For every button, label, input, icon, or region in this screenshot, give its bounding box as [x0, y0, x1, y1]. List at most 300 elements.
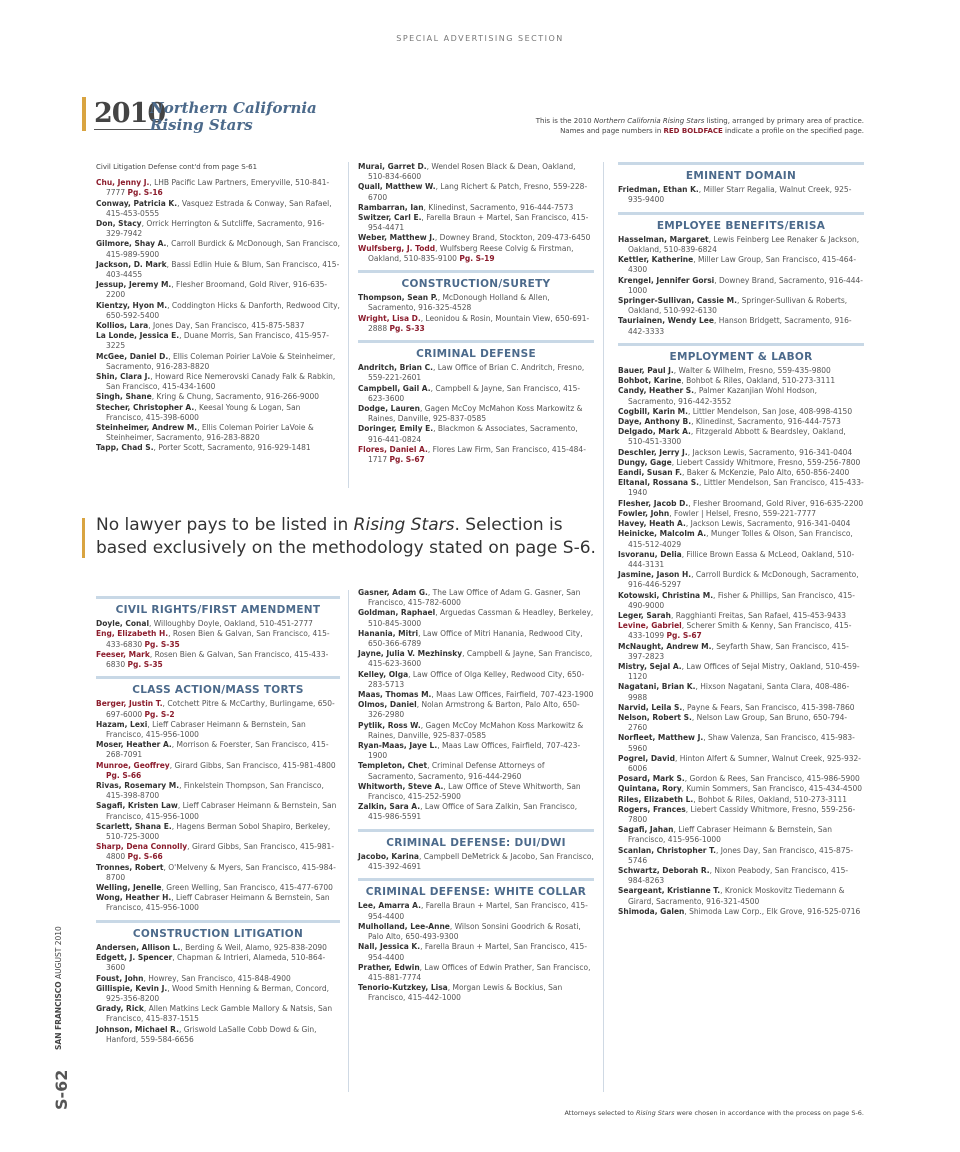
magazine-name: SAN FRANCISCO: [54, 981, 63, 1050]
lawyer-entry: [96, 720, 340, 740]
lawyer-entry: [618, 235, 864, 255]
lawyer-entry: [618, 448, 864, 458]
lawyer-details: , Liebert Cassidy Whitmore, Fresno, 559-256-7800: [671, 457, 861, 467]
lawyer-entry: [96, 443, 340, 453]
lawyer-entry: [618, 846, 864, 866]
profile-page-ref: Pg. S-16: [127, 188, 163, 198]
lawyer-name: Shimoda, Galen: [618, 906, 685, 916]
lawyer-name: Kotowski, Christina M.: [618, 590, 714, 600]
lawyer-details: , Hinton Alfert & Sumner, Walnut Creek, 925-932-6006: [628, 753, 861, 773]
footnote-post: were chosen in accordance with the process on page S-6.: [674, 1109, 864, 1117]
lawyer-details: , Jackson Lewis, Sacramento, 916-341-0404: [685, 519, 851, 529]
lawyer-name: Singh, Shane: [96, 392, 152, 402]
lawyer-entry: [358, 761, 594, 781]
practice-area-heading: EMPLOYEE BENEFITS/ERISA: [618, 212, 864, 231]
lawyer-entry: [618, 550, 864, 570]
lawyer-details: , Liebert Cassidy Whitmore, Fresno, 559-256-7800: [628, 804, 856, 824]
lawyer-entry: [618, 366, 864, 376]
lawyer-name: Candy, Heather S.: [618, 386, 695, 396]
quote-accent-bar: [82, 518, 85, 558]
lawyer-details: , Allen Matkins Leck Gamble Mallory & Natsis, San Francisco, 415-837-1515: [106, 1004, 335, 1024]
lawyer-name: Zalkin, Sara A.: [358, 802, 421, 812]
lawyer-name: Levine, Gabriel: [618, 621, 682, 631]
profile-page-ref: Pg. S-35: [144, 639, 180, 649]
lawyer-entry: [358, 700, 594, 720]
lawyer-name: Eandi, Susan F.: [618, 468, 683, 478]
lawyer-details: , Fowler | Helsel, Fresno, 559-221-7777: [669, 508, 817, 518]
lawyer-name: Sharp, Dena Connolly: [96, 842, 188, 852]
lawyer-entry: [618, 529, 864, 549]
lawyer-details: , Keesal Young & Logan, San Francisco, 415-398-6000: [106, 402, 303, 422]
lawyer-entry: [96, 392, 340, 402]
lawyer-entry: [618, 825, 864, 845]
lawyer-details: , Hagens Berman Sobol Shapiro, Berkeley, 510-725-3000: [106, 821, 333, 842]
lawyer-entry: [96, 423, 340, 443]
lawyer-name: Wright, Lisa D.: [358, 313, 421, 323]
quote-post: . Selection is based exclusively on the methodology stated on page S-6.: [96, 515, 596, 558]
lawyer-entry: [618, 509, 864, 519]
lawyer-details: , Nelson Law Group, San Bruno, 650-794-2760: [628, 712, 848, 733]
lawyer-entry: [358, 942, 594, 962]
lawyer-entry: [358, 445, 594, 465]
lawyer-name: Rambarran, Ian: [358, 202, 424, 212]
lawyer-entry: [618, 703, 864, 713]
quote-pre: No lawyer pays to be listed in: [96, 515, 354, 535]
lawyer-details: , Howard Rice Nemerovski Canady Falk & Rabkin, San Francisco, 415-434-1600: [106, 372, 338, 392]
lawyer-entry: [96, 801, 340, 821]
lawyer-details: , Griswold LaSalle Cobb Dowd & Gin, Hanford, 559-584-6656: [106, 1024, 319, 1044]
lawyer-name: Doyle, Conal: [96, 619, 150, 629]
listing-column: [618, 162, 864, 917]
lawyer-entry: [96, 178, 340, 198]
lawyer-entry: [618, 185, 864, 205]
lawyer-name: Kientzy, Hyon M.: [96, 300, 168, 310]
practice-area-heading: CONSTRUCTION/SURETY: [358, 270, 594, 289]
page-number-wrap: [52, 1060, 72, 1110]
lawyer-entry: [96, 331, 340, 351]
lawyer-entry: [358, 922, 594, 942]
lawyer-details: , Munger Tolles & Olson, San Francisco, 415-512-4029: [628, 529, 856, 549]
lawyer-details: , Maas Law Offices, Fairfield, 707-423-1900: [431, 690, 594, 700]
profile-page-ref: Pg. S-67: [666, 631, 702, 641]
lawyer-entry: [358, 741, 594, 761]
lawyer-details: , Law Office of Olga Kelley, Redwood City, 650-283-5713: [368, 669, 585, 689]
pull-quote: [96, 514, 596, 560]
lawyer-name: Weber, Matthew J.: [358, 233, 435, 243]
lawyer-entry: [618, 713, 864, 733]
lawyer-entry: [618, 468, 864, 478]
lawyer-entry: [358, 162, 594, 182]
continued-note: Civil Litigation Defense cont'd from page S-61: [96, 163, 258, 171]
lawyer-details: , Hixson Nagatani, Santa Clara, 408-486-9988: [628, 682, 850, 702]
lawyer-entry: [96, 239, 343, 259]
lawyer-details: , Shimoda Law Corp., Elk Grove, 916-525-0716: [684, 906, 861, 916]
lawyer-name: Whitworth, Steve A.: [358, 781, 444, 791]
lawyer-name: Narvid, Leila S.: [618, 702, 683, 712]
intro-line1-italic: Northern California Rising Stars: [593, 117, 705, 125]
lawyer-entry: [96, 403, 340, 423]
lawyer-entry: [618, 376, 864, 386]
lawyer-name: Don, Stacy: [96, 219, 142, 229]
lawyer-name: Bohbot, Karine: [618, 376, 682, 386]
lawyer-entry: [358, 851, 597, 872]
lawyer-details: , Klinedinst, Sacramento, 916-444-7573: [691, 417, 841, 427]
lawyer-entry: [96, 822, 340, 842]
lawyer-details: , Farella Braun + Martel, San Francisco, 415-954-4400: [368, 901, 588, 921]
lawyer-entry: [96, 629, 340, 649]
lawyer-name: Hanania, Mitri: [358, 628, 419, 638]
lawyer-details: , Lieff Cabraser Heimann & Bernstein, San Francisco, 415-956-1000: [106, 719, 309, 740]
lawyer-entry: [358, 963, 594, 983]
lawyer-details: , Seyfarth Shaw, San Francisco, 415-397-2823: [628, 641, 849, 661]
lawyer-name: Goldman, Raphael: [358, 608, 436, 618]
lawyer-details: , Willoughby Doyle, Oakland, 510-451-2777: [149, 619, 313, 629]
lawyer-details: , Springer-Sullivan & Roberts, Oakland, 510-992-6130: [628, 296, 850, 316]
logo-title-line1: Northern California: [150, 99, 317, 117]
lawyer-details: , Duane Morris, San Francisco, 415-957-3225: [106, 331, 329, 351]
lawyer-name: Stecher, Christopher A.: [96, 402, 195, 412]
lawyer-name: Moser, Heather A.: [96, 740, 172, 750]
lawyer-name: Friedman, Ethan K.: [618, 185, 699, 195]
lawyer-name: Daye, Anthony B.: [618, 417, 692, 427]
lawyer-details: , Finkelstein Thompson, San Francisco, 415-398-8700: [106, 781, 327, 801]
lawyer-entry: [96, 883, 340, 893]
lawyer-name: Grady, Rick: [96, 1004, 144, 1014]
lawyer-details: , Baker & McKenzie, Palo Alto, 650-856-2400: [682, 468, 850, 478]
lawyer-name: Gillispie, Kevin J.: [96, 983, 168, 993]
lawyer-details: , Carroll Burdick & McDonough, Sacramento, 916-446-5297: [628, 570, 862, 590]
lawyer-details: , Bassi Edlin Huie & Blum, San Francisco, 415-403-4455: [106, 259, 340, 280]
column-divider: [348, 162, 349, 488]
lawyer-entry: [358, 690, 594, 700]
lawyer-details: , Campbell & Jayne, San Francisco, 415-623-3600: [368, 649, 595, 669]
lawyer-details: , LHB Pacific Law Partners, Emeryville, 510-841-7777: [106, 178, 330, 198]
lawyer-entry: [96, 1025, 340, 1045]
lawyer-details: , Littler Mendelson, San Francisco, 415-433-1940: [628, 478, 864, 498]
lawyer-name: Eng, Elizabeth H.: [96, 629, 169, 639]
lawyer-details: , Gagen McCoy McMahon Koss Markowitz & Raines, Danville, 925-837-0585: [368, 404, 585, 424]
lawyer-details: , Berding & Weil, Alamo, 925-838-2090: [180, 942, 327, 952]
listing-column: [358, 588, 597, 1004]
lawyer-name: Dodge, Lauren: [358, 404, 420, 414]
lawyer-name: Deschler, Jerry J.: [618, 447, 688, 457]
lawyer-name: Mistry, Sejal A.: [618, 661, 682, 671]
footnote: [564, 1109, 864, 1117]
lawyer-name: Rogers, Frances: [618, 804, 686, 814]
lawyer-details: , Flesher Broomand, Gold River, 916-635-2200: [688, 498, 864, 508]
lawyer-details: , McDonough Holland & Allen, Sacramento, 916-325-4528: [368, 293, 552, 313]
lawyer-entry: [618, 570, 864, 590]
lawyer-name: Scarlett, Shana E.: [96, 821, 172, 831]
lawyer-name: Jackson, D. Mark: [96, 259, 167, 269]
lawyer-entry: [96, 699, 340, 719]
lawyer-details: , Downey Brand, Stockton, 209-473-6450: [434, 233, 591, 243]
lawyer-details: , Lieff Cabraser Heimann & Bernstein, San Francisco, 415-956-1000: [106, 893, 333, 913]
lawyer-name: Prather, Edwin: [358, 962, 420, 972]
footnote-pre: Attorneys selected to: [564, 1109, 636, 1117]
lawyer-entry: [618, 784, 864, 794]
practice-area-heading: CIVIL RIGHTS/FIRST AMENDMENT: [96, 596, 340, 615]
lawyer-details: , Wendel Rosen Black & Dean, Oakland, 510-834-6600: [368, 162, 578, 182]
lawyer-name: Tauriainen, Wendy Lee: [618, 316, 714, 326]
lawyer-entry: [618, 499, 864, 509]
lawyer-name: Hazam, Lexi: [96, 719, 148, 729]
lawyer-entry: [96, 974, 340, 984]
lawyer-details: , Law Office of Sara Zalkin, San Francisco, 415-986-5591: [368, 802, 580, 822]
lawyer-entry: [358, 233, 594, 243]
lawyer-details: , Howrey, San Francisco, 415-848-4900: [143, 973, 291, 983]
lawyer-entry: [96, 219, 340, 239]
lawyer-entry: [618, 662, 864, 682]
lawyer-details: , Miller Starr Regalia, Walnut Creek, 925-935-9400: [628, 185, 852, 205]
lawyer-entry: [618, 427, 864, 447]
lawyer-details: , Girard Gibbs, San Francisco, 415-981-4800: [106, 842, 335, 862]
lawyer-name: Mulholland, Lee-Anne: [358, 921, 450, 931]
logo-year: 2010: [94, 98, 166, 129]
lawyer-entry: [618, 255, 864, 275]
lawyer-entry: [358, 363, 594, 383]
logo-accent-bar: [82, 97, 86, 131]
lawyer-name: Sagafi, Kristen Law: [96, 801, 178, 811]
lawyer-name: Dungy, Gage: [618, 457, 672, 467]
lawyer-name: Posard, Mark S.: [618, 774, 685, 784]
lawyer-name: Steinheimer, Andrew M.: [96, 423, 198, 433]
lawyer-details: , Vasquez Estrada & Conway, San Rafael, 415-453-0555: [106, 198, 334, 218]
lawyer-details: , Hanson Bridgett, Sacramento, 916-442-3333: [628, 316, 852, 336]
lawyer-entry: [358, 983, 594, 1003]
lawyer-entry: [358, 404, 594, 424]
lawyer-details: , Walter & Wilhelm, Fresno, 559-435-9800: [673, 366, 831, 376]
lawyer-details: , Leonidou & Rosin, Mountain View, 650-691-2888: [368, 313, 590, 333]
lawyer-name: Nelson, Robert S.: [618, 712, 692, 722]
lawyer-name: Foust, John: [96, 973, 144, 983]
lawyer-details: , Blackmon & Associates, Sacramento, 916-441-0824: [368, 424, 581, 444]
lawyer-entry: [618, 316, 864, 336]
lawyer-details: , Criminal Defense Attorneys of Sacramento, Sacramento, 916-444-2960: [368, 761, 547, 781]
lawyer-name: Jayne, Julia V. Mezhinsky: [358, 649, 463, 659]
lawyer-name: Tapp, Chad S.: [96, 443, 154, 453]
profile-page-ref: Pg. S-67: [389, 455, 425, 465]
lawyer-details: , Campbell DeMetrick & Jacobo, San Francisco, 415-392-4691: [368, 851, 597, 872]
lawyer-details: , Farella Braun + Martel, San Francisco, 415-954-4400: [368, 942, 588, 962]
lawyer-details: , Lieff Cabraser Heimann & Bernstein, San Francisco, 415-956-1000: [106, 801, 339, 821]
lawyer-name: Sagafi, Jahan: [618, 825, 674, 835]
lawyer-name: Templeton, Chet: [358, 761, 428, 771]
lawyer-name: Quall, Matthew W.: [358, 182, 436, 192]
lawyer-name: Berger, Justin T.: [96, 699, 163, 709]
lawyer-entry: [358, 629, 594, 649]
lawyer-details: , Nolan Armstrong & Barton, Palo Alto, 650-326-2980: [368, 700, 580, 720]
lawyer-details: , Gagen McCoy McMahon Koss Markowitz & Raines, Danville, 925-837-0585: [368, 720, 586, 740]
lawyer-entry: [96, 943, 340, 953]
lawyer-details: , Fitzgerald Abbott & Beardsley, Oakland, 510-451-3300: [628, 427, 849, 447]
lawyer-name: Riles, Elizabeth L.: [618, 794, 694, 804]
lawyer-details: , Nixon Peabody, San Francisco, 415-984-8263: [628, 866, 849, 886]
lawyer-details: , Jones Day, San Francisco, 415-875-5746: [628, 845, 854, 865]
lawyer-entry: [618, 386, 864, 406]
practice-area-heading: CRIMINAL DEFENSE: [358, 340, 594, 359]
lawyer-details: , Littler Mendelson, San Jose, 408-998-4150: [687, 406, 853, 416]
lawyer-name: Welling, Jenelle: [96, 883, 162, 893]
lawyer-details: , Porter Scott, Sacramento, 916-929-1481: [153, 443, 311, 453]
lawyer-entry: [358, 608, 594, 628]
lawyer-name: Seargeant, Kristianne T.: [618, 886, 721, 896]
intro-line1-pre: This is the 2010: [535, 117, 594, 125]
column-divider: [348, 590, 349, 1092]
lawyer-details: , Law Office of Steve Whitworth, San Francisco, 415-252-5900: [368, 781, 584, 802]
lawyer-entry: [618, 611, 864, 621]
lawyer-details: , Miller Law Group, San Francisco, 415-464-4300: [628, 255, 857, 275]
lawyer-details: , Arguedas Cassman & Headley, Berkeley, 510-845-3000: [368, 608, 596, 628]
lawyer-entry: [96, 650, 340, 670]
lawyer-details: , Ragghianti Freitas, San Rafael, 415-453-9433: [670, 610, 847, 620]
lawyer-name: La Londe, Jessica E.: [96, 331, 180, 341]
lawyer-name: Munroe, Geoffrey: [96, 760, 170, 770]
lawyer-details: , Fisher & Phillips, San Francisco, 415-490-9000: [628, 590, 856, 610]
lawyer-details: , Flesher Broomand, Gold River, 916-635-2200: [106, 280, 328, 300]
lawyer-name: McNaught, Andrew M.: [618, 641, 712, 651]
lawyer-name: Kelley, Olga: [358, 669, 409, 679]
lawyer-name: Edgett, J. Spencer: [96, 953, 173, 963]
intro-line2-post: indicate a profile on the specified page.: [722, 127, 864, 135]
lawyer-name: Gilmore, Shay A.: [96, 239, 167, 249]
lawyer-entry: [618, 591, 864, 611]
lawyer-entry: [96, 863, 340, 883]
lawyer-entry: [96, 953, 340, 973]
lawyer-name: Wulfsberg, J. Todd: [358, 243, 436, 253]
lawyer-name: Jasmine, Jason H.: [618, 570, 692, 580]
lawyer-details: , Shaw Valenza, San Francisco, 415-983-5960: [628, 733, 855, 753]
lawyer-details: , Orrick Herrington & Sutcliffe, Sacramento, 916-329-7942: [106, 219, 325, 239]
lawyer-details: , Law Offices of Sejal Mistry, Oakland, 510-459-1120: [628, 661, 860, 682]
lawyer-details: , Ellis Coleman Poirier LaVoie & Steinheimer, Sacramento, 916-283-8820: [106, 423, 317, 443]
lawyer-name: Wong, Heather H.: [96, 893, 172, 903]
lawyer-name: Nall, Jessica K.: [358, 942, 421, 952]
column-divider: [603, 162, 604, 1092]
lawyer-entry: [358, 802, 594, 822]
lawyer-entry: [96, 842, 340, 862]
lawyer-name: Norfleet, Matthew J.: [618, 733, 704, 743]
lawyer-details: , O'Melveny & Myers, San Francisco, 415-984-8700: [106, 862, 336, 882]
lawyer-name: Shin, Clara J.: [96, 372, 151, 382]
lawyer-details: , Jones Day, San Francisco, 415-875-5837: [148, 321, 305, 331]
intro-line1-post: listing, arranged by primary area of practice.: [704, 117, 864, 125]
lawyer-entry: [96, 1004, 340, 1024]
lawyer-details: , Scherer Smith & Kenny, San Francisco, 415-433-1099: [628, 621, 852, 641]
lawyer-entry: [618, 886, 864, 906]
lawyer-name: Cogbill, Karin M.: [618, 406, 688, 416]
lawyer-name: Nagatani, Brian K.: [618, 682, 696, 692]
lawyer-entry: [96, 984, 340, 1004]
intro-line2-pre: Names and page numbers in: [560, 127, 664, 135]
lawyer-name: Fowler, John: [618, 508, 670, 518]
lawyer-details: , Carroll Burdick & McDonough, San Francisco, 415-989-5900: [106, 239, 343, 259]
lawyer-details: , The Law Office of Adam G. Gasner, San Francisco, 415-782-6000: [368, 588, 583, 608]
lawyer-details: , Cotchett Pitre & McCarthy, Burlingame, 650-697-6000: [106, 699, 335, 719]
lawyer-name: Pytlik, Ross W.: [358, 720, 421, 730]
intro-line2-red: RED BOLDFACE: [663, 127, 723, 135]
profile-page-ref: Pg. S-35: [127, 660, 163, 670]
lawyer-details: , Palmer Kazanjian Wohl Hodson, Sacramento, 916-442-3552: [628, 386, 820, 406]
lawyer-name: McGee, Daniel D.: [96, 351, 169, 361]
lawyer-details: , Law Office of Mitri Hanania, Redwood City, 650-366-6789: [368, 628, 586, 649]
lawyer-details: , Flores Law Firm, San Francisco, 415-484-1717: [368, 444, 586, 465]
lawyer-entry: [618, 805, 864, 825]
lawyer-name: Jacobo, Karina: [358, 851, 419, 861]
lawyer-entry: [358, 182, 594, 202]
lawyer-details: , Lewis Feinberg Lee Renaker & Jackson, Oakland, 510-839-6824: [628, 234, 862, 255]
lawyer-entry: [96, 740, 340, 760]
lawyer-name: Murai, Garret D.: [358, 162, 427, 171]
lawyer-entry: [96, 199, 340, 219]
lawyer-entry: [358, 588, 594, 608]
practice-area-heading: EMPLOYMENT & LABOR: [618, 343, 864, 362]
lawyer-name: Tenorio-Kutzkey, Lisa: [358, 983, 448, 993]
lawyer-details: , Fillice Brown Eassa & McLeod, Oakland, 510-444-3131: [628, 549, 855, 569]
lawyer-entry: [618, 642, 864, 662]
lawyer-name: Andersen, Allison L.: [96, 942, 181, 952]
practice-area-heading: CRIMINAL DEFENSE: DUI/DWI: [358, 829, 594, 848]
lawyer-details: , Klinedinst, Sacramento, 916-444-7573: [423, 202, 574, 212]
lawyer-entry: [618, 417, 864, 427]
lawyer-entry: [618, 621, 864, 641]
lawyer-name: Scanlan, Christopher T.: [618, 845, 716, 855]
lawyer-name: Quintana, Rory: [618, 784, 682, 794]
lawyer-name: Hasselman, Margaret: [618, 234, 709, 244]
section-label: SPECIAL ADVERTISING SECTION: [396, 34, 564, 43]
lawyer-entry: [96, 321, 340, 331]
lawyer-entry: [96, 280, 340, 300]
lawyer-entry: [96, 372, 340, 392]
lawyer-entry: [358, 782, 594, 802]
lawyer-entry: [618, 458, 864, 468]
lawyer-details: , Wulfsberg Reese Colvig & Firstman, Oakland, 510-835-9100: [368, 243, 576, 263]
lawyer-name: Switzer, Carl E.: [358, 213, 422, 223]
lawyer-details: , Chapman & Intrieri, Alameda, 510-864-3600: [106, 953, 326, 973]
lawyer-details: , Law Offices of Edwin Prather, San Francisco, 415-881-7774: [368, 962, 593, 982]
lawyer-name: Springer-Sullivan, Cassie M.: [618, 296, 737, 306]
listing-column: [358, 162, 594, 465]
lawyer-entry: [358, 670, 594, 690]
lawyer-entry: [96, 352, 340, 372]
lawyer-entry: [618, 733, 864, 753]
lawyer-entry: [618, 866, 864, 886]
lawyer-entry: [618, 276, 864, 296]
lawyer-name: Flesher, Jacob D.: [618, 498, 689, 508]
lawyer-entry: [358, 213, 594, 233]
logo-title-line2: Rising Stars: [150, 116, 253, 134]
lawyer-details: , Farella Braun + Martel, San Francisco, 415-954-4471: [368, 213, 589, 233]
lawyer-entry: [358, 721, 594, 741]
lawyer-entry: [358, 901, 594, 921]
lawyer-name: Conway, Patricia K.: [96, 198, 178, 208]
lawyer-entry: [358, 244, 594, 264]
lawyer-name: Kettler, Katherine: [618, 255, 694, 265]
page-number: S-62: [52, 1069, 71, 1110]
lawyer-entry: [618, 296, 864, 316]
lawyer-entry: [358, 384, 594, 404]
side-folio: [54, 920, 68, 1050]
quote-italic: Rising Stars: [353, 515, 455, 535]
footnote-italic: Rising Stars: [635, 1109, 675, 1117]
lawyer-name: Tronnes, Robert: [96, 862, 164, 872]
lawyer-name: Campbell, Gail A.: [358, 383, 431, 393]
lawyer-name: Delgado, Mark A.: [618, 427, 691, 437]
lawyer-details: , Kring & Chung, Sacramento, 916-266-9000: [151, 392, 319, 402]
lawyer-name: Flores, Daniel A.: [358, 444, 428, 454]
lawyer-entry: [618, 907, 864, 917]
profile-page-ref: Pg. S-2: [144, 709, 175, 719]
